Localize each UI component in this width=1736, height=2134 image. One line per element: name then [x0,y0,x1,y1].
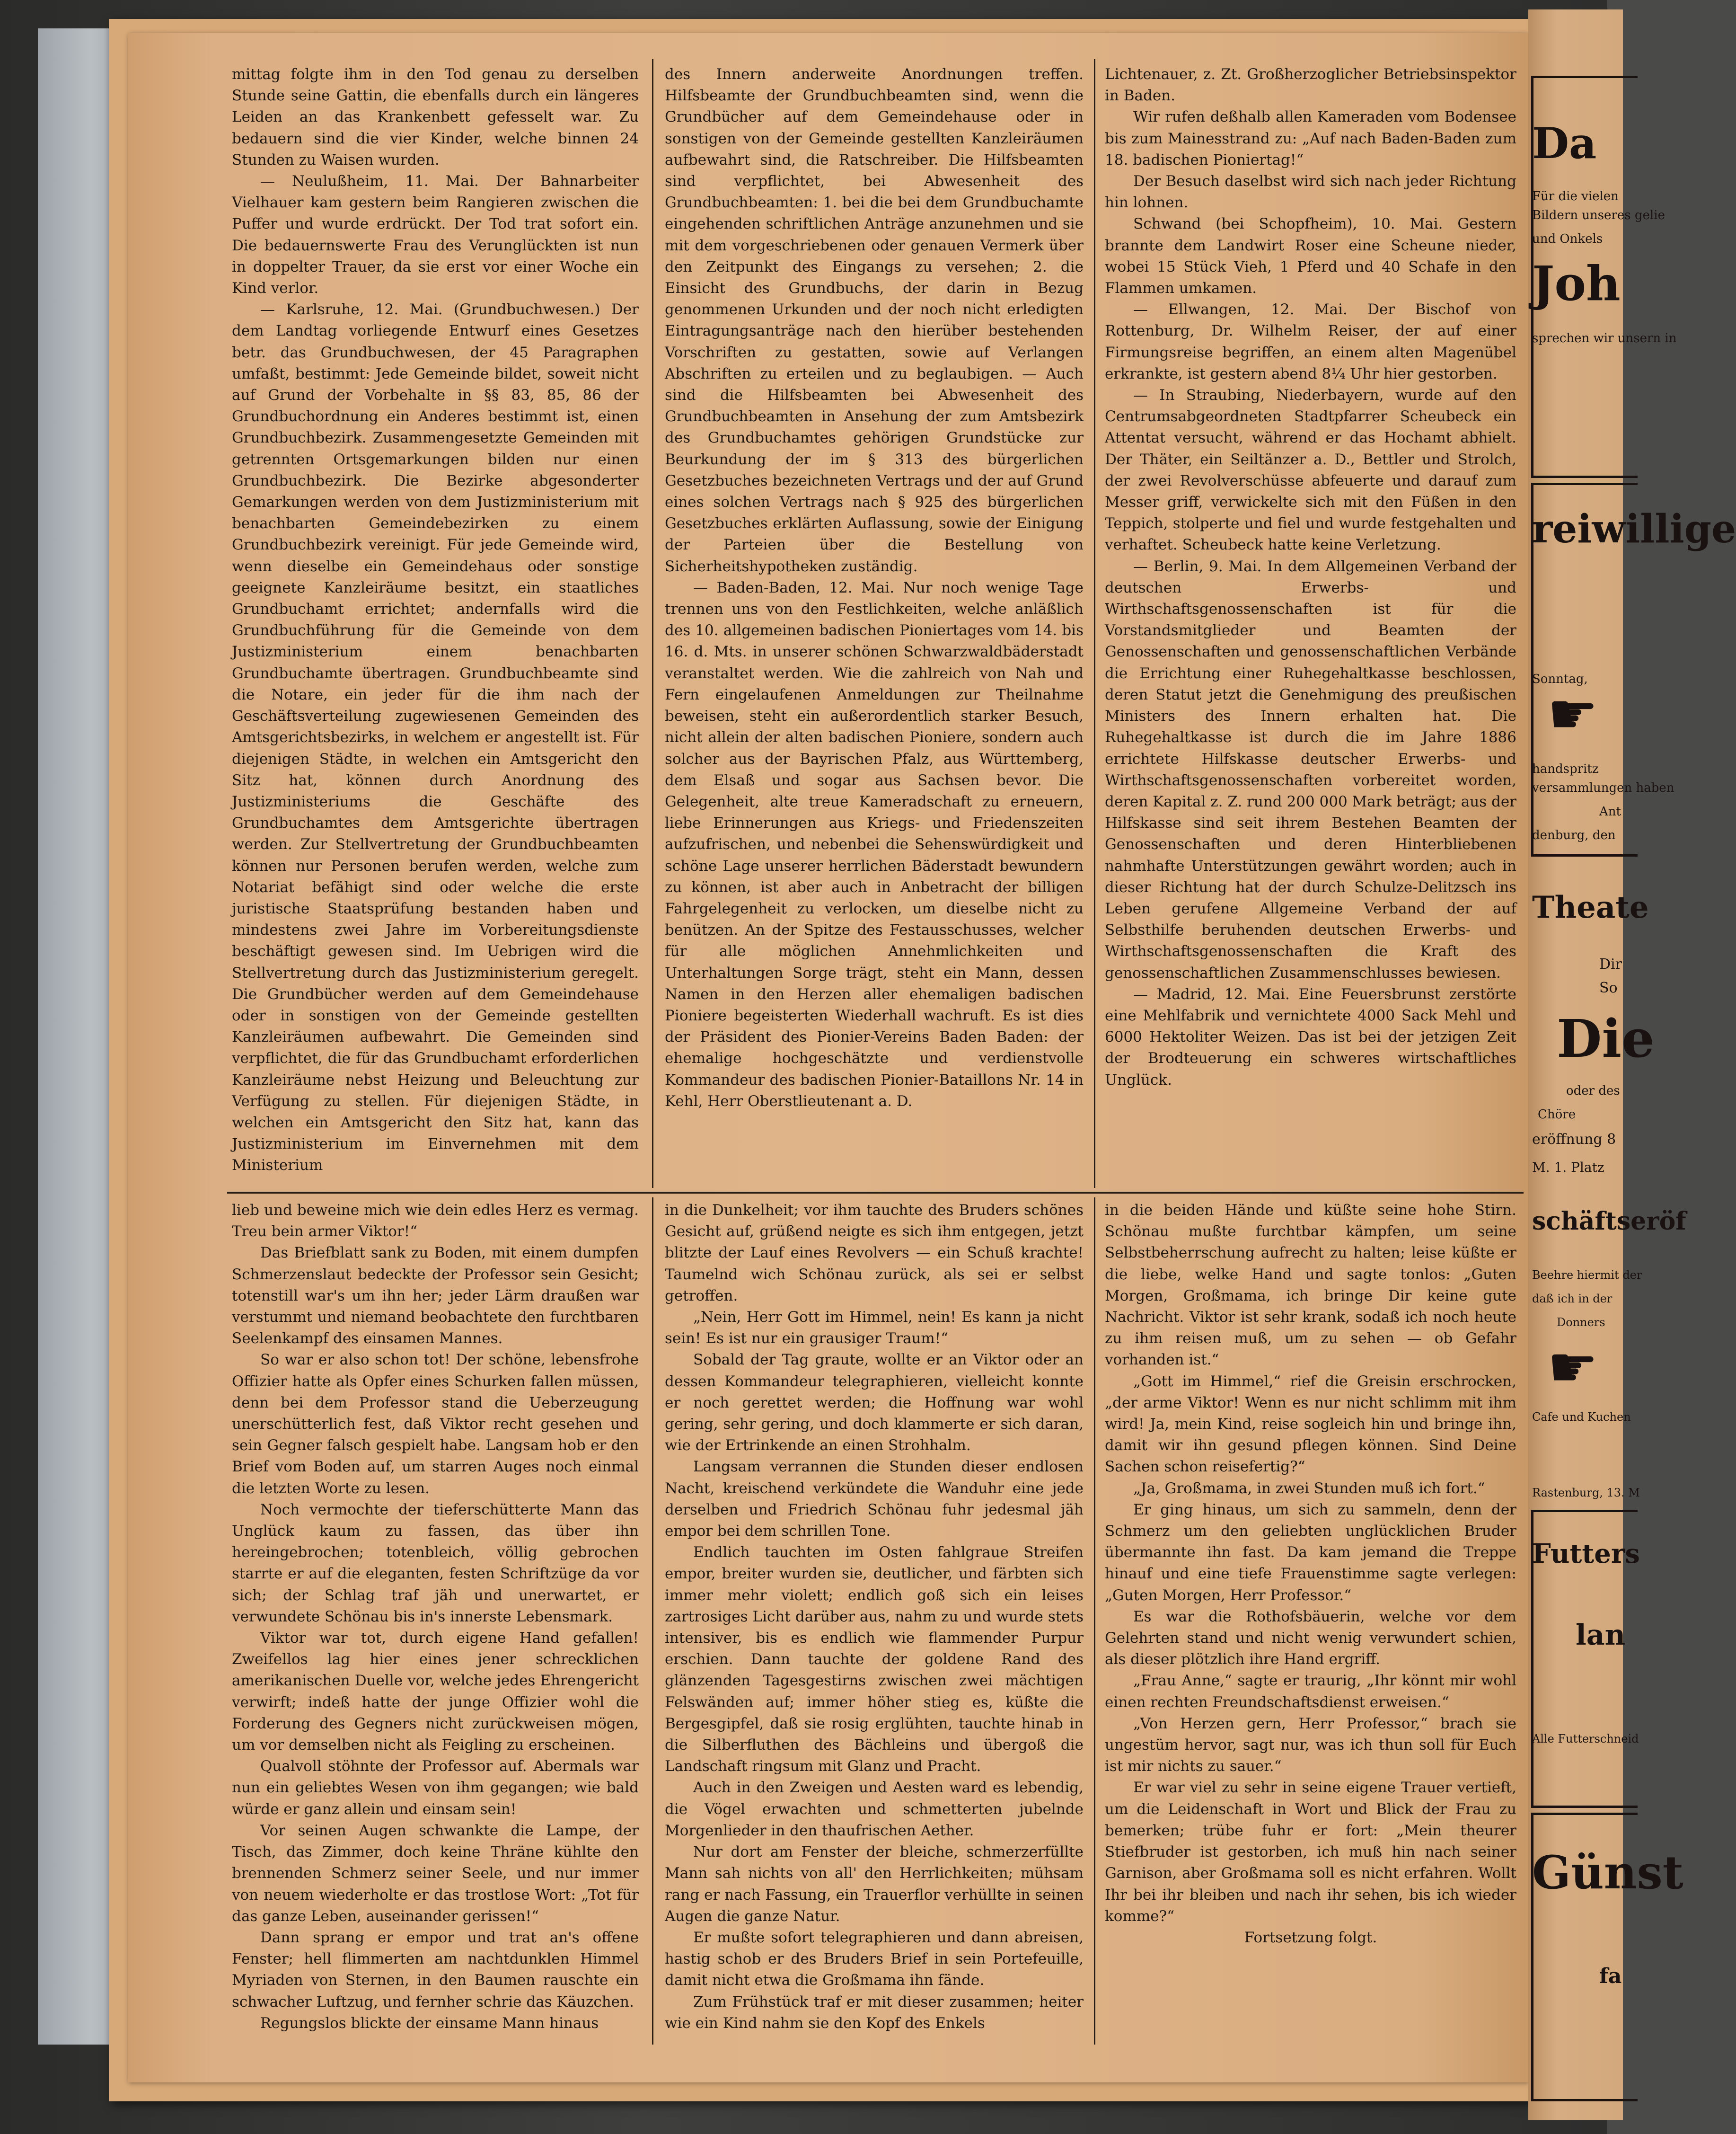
ad-fragment: sprechen wir unsern in [1532,331,1677,345]
ad-fragment: lan [1576,1619,1626,1652]
pointing-hand-icon: ☛ [1547,682,1598,747]
paragraph: des Innern anderweite Anordnungen treffen. Hilfsbeamte der Grundbuchbeamten sind, wenn die Grundbücher auf dem Gemeindehause oder in sonstigen von der Gemeinde gestellten Kanzleiräumen aufbewahrt sind, die Ratschreiber. Die Hilfsbeamten sind verpflichtet, bei Abwesenheit des Grundbuchbeamten: 1. bei die bei dem Grundbuchamte eingehenden schriftlichen Anträge anzunehmen und sie mit dem vorgeschriebenen oder genauen Vermerk über den Zeitpunkt des Eingangs zu versehen; 2. die Einsicht des Grundbuchs, der darin in Bezug genommenen Urkunden und der noch nicht erledigten Eintragungsanträge nach den hierüber bestehenden Vorschriften zu gestatten, sowie auf Verlangen Abschriften zu erteilen und zu beglaubigen. — Auch sind die Hilfsbeamten bei Abwesenheit des Grundbuchbeamten in Ansehung der zum Amtsbezirk des Grundbuchamtes gehörigen Grundstücke zur Beurkundung der im § 313 des bürgerlichen Gesetzbuches bezeichneten Vertrags und der auf Grund eines solchen Vertrags nach § 925 des bürgerlichen Gesetzbuches erklärten Auflassung, sowie der Einigung der Parteien über die Bestellung von Sicherheitshypotheken zuständig. [665,66,1084,575]
paragraph: Lichtenauer, z. Zt. Großherzoglicher Betriebsinspektor in Baden. [1105,66,1516,105]
paragraph: So war er also schon tot! Der schöne, lebensfrohe Offizier hatte als Opfer eines Schurken fallen müssen, denn bei dem Professor stand die Ueberzeugung unerschütterlich fest, daß Viktor recht gesehen und sein Gegner falsch gespielt habe. Langsam hob er den Brief vom Boden auf, um starren Auges noch einmal die letzten Worte zu lesen. [232,1351,639,1497]
paragraph: Das Briefblatt sank zu Boden, mit einem dumpfen Schmerzenslaut bedeckte der Professor sein Gesicht; totenstill war's um ihn her; jeder Lärm draußen war verstummt und niemand beobachtete den furchtbaren Seelenkampf des einsamen Mannes. [232,1244,639,1347]
ad-fragment: Alle Futterschneid [1532,1732,1639,1745]
ad-fragment: Theate [1532,890,1649,925]
ad-fragment: eröffnung 8 [1532,1131,1616,1148]
ad-fragment: schäftseröf [1532,1207,1686,1236]
ad-fragment: Futters [1532,1538,1640,1569]
paragraph: Vor seinen Augen schwankte die Lampe, der Tisch, das Zimmer, doch keine Thräne kühlte den brennenden Schmerz seiner Seele, und nur immer von neuem wiederholte er das trostlose Wort: „Tot für das ganze Leben, auseinander gerissen!“ [232,1822,639,1925]
paragraph: in die Dunkelheit; vor ihm tauchte des Bruders schönes Gesicht auf, grüßend neigte es sich ihm entgegen, jetzt blitzte der Lauf eines Revolvers — ein Schuß krachte! Taumelnd wich Schönau zurück, als sei er selbst getroffen. [665,1202,1084,1304]
paragraph: — In Straubing, Niederbayern, wurde auf den Centrumsabgeordneten Stadtpfarrer Scheubeck ein Attentat versucht, während er das Hochamt abhielt. Der Thäter, ein Seiltänzer a. D., Bettler und Strolch, der zwei Revolverschüsse abfeuerte und darauf zum Messer griff, verwickelte sich mit den Füßen in den Teppich, stolperte und fiel und wurde festgehalten und verhaftet. Scheubeck hatte keine Verletzung. [1105,387,1516,554]
paragraph: Der Besuch daselbst wird sich nach jeder Richtung hin lohnen. [1105,173,1516,212]
paragraph: „Gott im Himmel,“ rief die Greisin erschrocken, „der arme Viktor! Wenn es nur nicht schlimm mit ihm wird! Ja, mein Kind, reise sogleich hin und bringe ihn, damit wir ihn gesund pflegen können. Sind Deine Sachen schon reisefertig?“ [1105,1372,1516,1476]
paragraph: „Frau Anne,“ sagte er traurig, „Ihr könnt mir wohl einen rechten Freundschaftsdienst erweisen.“ [1105,1672,1516,1711]
ad-fragment: denburg, den [1532,828,1616,842]
ad-fragment: und Onkels [1532,232,1603,246]
ad-fragment: daß ich in der [1532,1292,1613,1305]
ad-fragment: versammlungen haben [1532,781,1674,795]
paragraph: — Karlsruhe, 12. Mai. (Grundbuchwesen.) Der dem Landtag vorliegende Entwurf eines Gesetzes betr. das Grundbuchwesen, der 45 Paragraphen umfaßt, bestimmt: Jede Gemeinde bildet, soweit nicht auf Grund der Vorbehalte in §§ 83, 85, 86 der Grundbuchordnung ein Anderes bestimmt ist, einen Grundbuchbezirk. Zusammengesetzte Gemeinden mit getrennten Ortsgemarkungen bilden nur einen Grundbuchbezirk. Die Bezirke abgesonderter Gemarkungen werden von dem Justizministerium mit benachbarten Gemeindebezirken zu einem Grundbuchbezirk vereinigt. Für jede Gemeinde wird, wenn dieselbe ein Gemeindehaus oder sonstige geeignete Kanzleiräume besitzt, ein staatliches Grundbuchamt errichtet; andernfalls wird die Grundbuchführung für die Gemeinde von dem Justizministerium einem benachbarten Grundbuchamte übertragen. Grundbuchbeamte sind die Notare, ein jeder für die ihm nach der Geschäftsverteilung zugewiesenen Gemeinden des Amtsgerichtsbezirks, in welchem er angestellt ist. Für diejenigen Städte, in welchen ein Amtsgericht den Sitz hat, können durch Anordnung des Justizministeriums die Geschäfte des Grundbuchamtes dem Amtsgerichte übertragen werden. Zur Stellvertretung der Grundbuchbeamten können nur Personen berufen werden, welche zum Notariat befähigt sind oder welche die erste juristische Staatsprüfung bestanden haben und mindestens zwei Jahre im Vorbereitungsdienste beschäftigt gewesen sind. Im Uebrigen wird die Stellvertretung durch das Justizministerium geregelt. Die Grundbücher werden auf dem Gemeindehause oder in sonstigen von der Gemeinde gestellten Kanzleiräumen aufbewahrt. Die Gemeinden sind verpflichtet, die für das Grundbuchamt erforderlichen Kanzleiräume nebst Heizung und Beleuchtung zur Verfügung zu stellen. Für diejenigen Städte, in welchen ein Amtsgericht den Sitz hat, kann das Justizministerium im Einvernehmen mit dem Ministerium [232,301,639,1174]
paragraph: Schwand (bei Schopfheim), 10. Mai. Gestern brannte dem Landwirt Roser eine Scheune nieder, wobei 15 Stück Vieh, 1 Pferd und 40 Schafe in den Flammen umkamen. [1105,215,1516,297]
paragraph: Fortsetzung folgt. [1244,1929,1377,1946]
ad-fragment: Cafe und Kuchen [1532,1410,1631,1424]
ad-fragment: Sonntag, [1532,672,1588,686]
ad-fragment: Chöre [1538,1107,1576,1122]
news-column-2 [665,64,1084,1188]
column-rule [1094,1197,1095,2045]
ad-fragment: Dir [1599,956,1622,973]
paragraph: Er war viel zu sehr in seine eigene Trauer vertieft, um die Leidenschaft in Wort und Blick der Frau zu bemerken; trübe fuhr er fort: „Mein theurer Stiefbruder ist gestorben, ich muß hin nach seiner Garnison, aber Großmama soll es nicht erfahren. Wollt Ihr bei ihr bleiben und nach ihr sehen, bis ich wieder komme?“ [1105,1779,1516,1925]
paragraph: — Madrid, 12. Mai. Eine Feuersbrunst zerstörte eine Mehlfabrik und vernichtete 4000 Sack Mehl und 6000 Hektoliter Weizen. Das ist bei der jetzigen Zeit der Brodteuerung ein schweres wirtschaftliches Unglück. [1105,985,1516,1089]
column-rule [652,1197,653,2045]
column-rule [652,59,653,1188]
ad-fragment: Da [1532,118,1597,168]
ad-fragment: Für die vielen [1532,189,1619,204]
news-column-1 [232,64,639,1188]
paragraph: Viktor war tot, durch eigene Hand gefallen! Zweifellos lag hier eines jener schrecklichen amerikanischen Duelle vor, welche jedes Ehrengericht verwirft; indeß hatte der junge Offizier wohl die Forderung des Gegners nicht zurückweisen mögen, um vor demselben nicht als Feigling zu erscheinen. [232,1629,639,1754]
ad-fragment: Beehre hiermit der [1532,1268,1642,1282]
ad-fragment: handspritz [1532,762,1599,776]
column-rule [1094,59,1095,1188]
paragraph: Dann sprang er empor und trat an's offene Fenster; hell flimmerten am nachtdunklen Himmel Myriaden von Sternen, in den Baumen rauschte ein schwacher Luftzug, und fernher schrie das Käuzchen. [232,1929,639,2010]
paragraph: mittag folgte ihm in den Tod genau zu derselben Stunde seine Gattin, die ebenfalls durch ein längeres Leiden an das Krankenbett gefesselt war. Zu bedauern sind die vier Kinder, welche binnen 24 Stunden zu Waisen wurden. [232,66,639,168]
paragraph: Er ging hinaus, um sich zu sammeln, denn der Schmerz um den geliebten unglücklichen Bruder übermannte ihn fast. Da kam jemand die Treppe hinauf und eine tiefe Frauenstimme sagte verlegen: „Guten Morgen, Herr Professor.“ [1105,1501,1516,1604]
paragraph: „Von Herzen gern, Herr Professor,“ brach sie ungestüm hervor, sagt nur, was ich thun soll für Euch ist mir nichts zu sauer.“ [1105,1715,1516,1775]
serial-column-2 [665,1200,1084,2042]
ad-fragment: So [1599,980,1618,996]
paragraph: Es war die Rothofsbäuerin, welche vor dem Gelehrten stand und nicht wenig verwundert schien, als dieser plötzlich ihre Hand ergriff. [1105,1608,1516,1668]
serial-column-3 [1105,1200,1516,2042]
ad-fragment: Donners [1557,1316,1605,1329]
paragraph: — Berlin, 9. Mai. In dem Allgemeinen Verband der deutschen Erwerbs- und Wirthschaftsgenossenschaften ist für die Vorstandsmitglieder und Beamten der Genossenschaften und genossenschaftlichen Verbände die Errichtung einer Ruhegehaltkasse beschlossen, deren Statut jetzt die Genehmigung des preußischen Ministers des Innern erhalten hat. Die Ruhegehaltkasse ist durch die im Jahre 1886 errichtete Hilfskasse deutscher Erwerbs- und Wirthschaftsgenossenschaften vorbereitet worden, deren Kapital z. Z. rund 200 000 Mark beträgt; aus der Hilfskasse sind seit ihrem Bestehen Beamten der Genossenschaften und deren Hinterbliebenen nahmhafte Unterstützungen gewährt worden; auch in dieser Richtung hat der durch Schulze-Delitzsch ins Leben gerufene Allgemeine Verband der auf Selbsthilfe beruhenden deutschen Erwerbs- und Wirthschaftsgenossenschaften die Kraft des genossenschaftlichen Zusammenschlusses bewiesen. [1105,558,1516,982]
ad-fragment: Joh [1532,256,1621,311]
paragraph: Endlich tauchten im Osten fahlgraue Streifen empor, breiter wurden sie, deutlicher, und färbten sich immer mehr violett; endlich goß sich ein leises zartrosiges Licht darüber aus, nahm zu und wurde stets intensiver, bis es endlich wie flammender Purpur erschien. Dann tauchte der goldene Rand des glänzenden Tagesgestirns zwischen zwei mächtigen Felswänden auf; immer höher stieg es, küßte die Bergesgipfel, daß sie rosig erglühten, tauchte hinab in die Silberfluthen des Bächleins und übergoß die Landschaft ringsum mit Glanz und Pracht. [665,1544,1084,1775]
paragraph: Nur dort am Fenster der bleiche, schmerzerfüllte Mann sah nichts von all' den Herrlichkeiten; mühsam rang er nach Fassung, ein Trauerflor verhüllte in seinen Augen die ganze Natur. [665,1843,1084,1925]
adjacent-page-ads [1528,9,1736,2120]
ad-fragment: Bildern unseres gelie [1532,208,1665,222]
paragraph: „Ja, Großmama, in zwei Stunden muß ich fort.“ [1133,1479,1485,1497]
news-column-3 [1105,64,1516,1188]
ad-fragment: M. 1. Platz [1532,1160,1604,1175]
paragraph: — Ellwangen, 12. Mai. Der Bischof von Rottenburg, Dr. Wilhelm Reiser, der auf einer Firmungsreise begriffen, an einem alten Magenübel erkrankte, ist gestern abend 8¼ Uhr hier gestorben. [1105,301,1516,382]
paragraph: Qualvoll stöhnte der Professor auf. Abermals war nun ein geliebtes Wesen von ihm gegangen; wie bald würde er ganz allein und einsam sein! [232,1758,639,1818]
paragraph: Auch in den Zweigen und Aesten ward es lebendig, die Vögel erwachten und schmetterten jubelnde Morgenlieder in den thaufrischen Aether. [665,1779,1084,1839]
paragraph: Sobald der Tag graute, wollte er an Viktor oder an dessen Kommandeur telegraphieren, vielleicht konnte er noch gerettet werden; die Hoffnung war wohl gering, sehr gering, und doch klammerte er sich daran, wie der Ertrinkende an einen Strohhalm. [665,1351,1084,1454]
paragraph: — Baden-Baden, 12. Mai. Nur noch wenige Tage trennen uns von den Festlichkeiten, welche anläßlich des 10. allgemeinen badischen Pioniertages vom 14. bis 16. d. Mts. in unserer schönen Schwarzwaldbäderstadt veranstaltet werden. Wie die zahlreich von Nah und Fern eingelaufenen Anmeldungen zur Theilnahme beweisen, steht ein außerordentlich starker Besuch, nicht allein der alten badischen Pioniere, sondern auch solcher aus der Bayrischen Pfalz, aus Württemberg, dem Elsaß und sogar aus Sachsen bevor. Die Gelegenheit, alte treue Kameradschaft zu erneuern, liebe Erinnerungen aus Kriegs- und Friedenszeiten aufzufrischen, und nebenbei die Sehenswürdigkeit und schöne Lage unserer herrlichen Bäderstadt bewundern zu können, ist aber auch in Anbetracht der billigen Fahrgelegenheit zu verlocken, um dieselbe nicht zu benützen. An der Spitze des Festausschusses, welcher für alle möglichen Annehmlichkeiten und Unterhaltungen Sorge trägt, steht ein Mann, dessen Namen in den Herzen aller ehemaligen badischen Pioniere begeisterten Wiederhall wachruft. Es ist dies der Präsident des Pionier-Vereins Baden Baden: der ehemalige hochgeschätzte und verdienstvolle Kommandeur des badischen Pionier-Bataillons Nr. 14 in Kehl, Herr Oberstlieutenant a. D. [665,579,1084,1110]
paragraph: in die beiden Hände und küßte seine hohe Stirn. Schönau mußte furchtbar kämpfen, um seine Selbstbeherrschung aufrecht zu halten; leise küßte er die liebe, welke Hand und sagte tonlos: „Guten Morgen, Großmama, ich bringe Dir keine gute Nachricht. Viktor ist sehr krank, sodaß ich noch heute zu ihm reisen muß, um zu sehen — ob Gefahr vorhanden ist.“ [1105,1202,1516,1369]
paragraph: — Neulußheim, 11. Mai. Der Bahnarbeiter Vielhauer kam gestern beim Rangieren zwischen die Puffer und wurde erdrückt. Der Tod trat sofort ein. Die bedauernswerte Frau des Verunglückten ist nun in doppelter Trauer, da sie erst vor einer Woche ein Kind verlor. [232,173,639,297]
serial-column-1 [232,1200,639,2042]
paragraph: Zum Frühstück traf er mit dieser zusammen; heiter wie ein Kind nahm sie den Kopf des Enkels [665,1993,1084,2032]
paragraph: Er mußte sofort telegraphieren und dann abreisen, hastig schob er des Bruders Brief in sein Portefeuille, damit nicht etwa die Großmama ihn fände. [665,1929,1084,1989]
paragraph: „Nein, Herr Gott im Himmel, nein! Es kann ja nicht sein! Es ist nur ein grausiger Traum!“ [665,1309,1084,1347]
ad-fragment: oder des [1566,1084,1620,1098]
paragraph: Langsam verrannen die Stunden dieser endlosen Nacht, kreischend verkündete die Wanduhr eine jede derselben und Friedrich Schönau fuhr jedesmal jäh empor bei dem schrillen Tone. [665,1458,1084,1540]
feuilleton-divider [227,1192,1524,1194]
paragraph: Regungslos blickte der einsame Mann hinaus [260,2014,599,2032]
ad-fragment: fa [1599,1964,1622,1988]
paragraph: lieb und beweine mich wie dein edles Herz es vermag. Treu bein armer Viktor!“ [232,1202,639,1240]
ad-fragment: Ant [1599,805,1621,819]
paragraph: Wir rufen deßhalb allen Kameraden vom Bodensee bis zum Mainesstrand zu: „Auf nach Baden-Baden zum 18. badischen Pioniertag!“ [1105,108,1516,168]
ad-fragment: Die [1557,1008,1655,1069]
ad-fragment: reiwillige [1532,506,1736,552]
ad-fragment: Rastenburg, 13. M [1532,1486,1640,1499]
paragraph: Noch vermochte der tieferschütterte Mann das Unglück kaum zu fassen, das über ihn hereingebrochen; totenbleich, völlig gebrochen starrte er auf die eleganten, festen Schriftzüge da vor sich; der Schlag traf jäh und unerwartet, er verwundete Schönau bis in's innerste Lebensmark. [232,1501,639,1625]
pointing-hand-icon: ☛ [1547,1335,1598,1400]
ad-fragment: Günst [1532,1846,1683,1899]
